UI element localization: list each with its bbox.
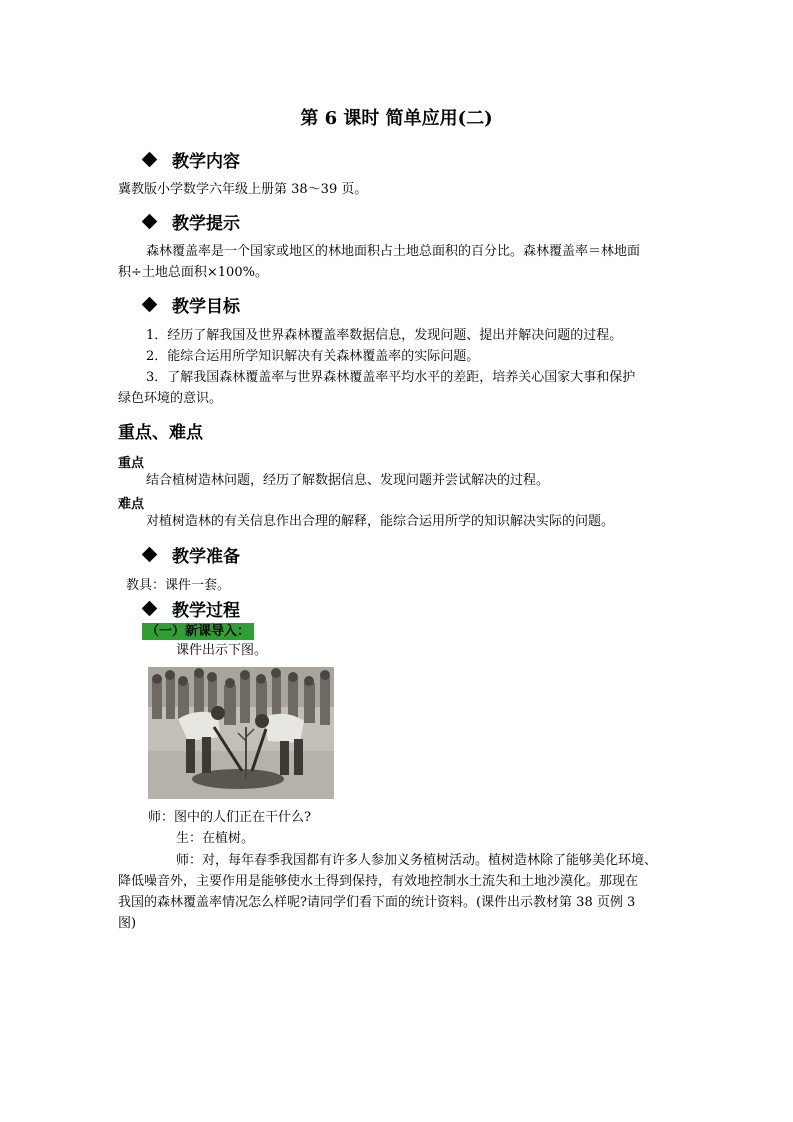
heading-label: 教学目标 [172, 297, 240, 317]
teacher-question: 师：图中的人们正在干什么? [148, 810, 311, 825]
heading-teaching-process [142, 596, 240, 621]
tree-planting-photo [148, 667, 334, 799]
heading-label: 教学提示 [172, 214, 240, 234]
diamond-bullet-icon [142, 297, 158, 313]
step-label-badge [142, 620, 254, 639]
heading-key-points: 重点、难点 [118, 423, 203, 443]
goal-item-1: 1．经历了解我国及世界森林覆盖率数据信息，发现问题、提出并解决问题的过程。 [146, 328, 623, 343]
key-text: 结合植树造林问题，经历了解数据信息、发现问题并尝试解决的过程。 [146, 473, 550, 488]
diamond-bullet-icon [142, 152, 158, 168]
goal-item-3-line-2: 绿色环境的意识。 [118, 391, 223, 406]
goal-item-2: 2．能综合运用所学知识解决有关森林覆盖率的实际问题。 [146, 349, 480, 364]
hint-line-2: 积÷土地总面积×100%。 [118, 265, 268, 280]
hint-line-1: 森林覆盖率是一个国家或地区的林地面积占土地总面积的百分比。森林覆盖率＝林地面 [146, 244, 641, 259]
teacher-line-3: 我国的森林覆盖率情况怎么样呢?请同学们看下面的统计资料。(课件出示教材第 38 页例 3 [118, 895, 636, 910]
heading-label: 教学过程 [172, 601, 240, 621]
diamond-bullet-icon [142, 547, 158, 563]
teacher-line-4: 图) [118, 916, 137, 931]
heading-teaching-content [142, 147, 240, 172]
show-text: 课件出示下图。 [176, 643, 268, 658]
goal-item-3-line-1: 3．了解我国森林覆盖率与世界森林覆盖率平均水平的差距，培养关心国家大事和保护 [146, 370, 636, 385]
key-label: 重点 [118, 456, 145, 471]
prep-text: 教具：课件一套。 [126, 578, 231, 593]
difficult-label: 难点 [118, 497, 145, 512]
heading-label: 教学内容 [172, 152, 240, 172]
heading-teaching-hint [142, 209, 240, 234]
student-answer: 生：在植树。 [176, 831, 255, 846]
step-label: （一）新课导入： [142, 623, 254, 640]
heading-label: 教学准备 [172, 547, 240, 567]
teacher-line-2: 降低噪音外，主要作用是能够使水土得到保持，有效地控制水土流失和土地沙漠化。那现在 [118, 874, 639, 889]
heading-teaching-goals [142, 292, 240, 317]
diamond-bullet-icon [142, 601, 158, 617]
difficult-text: 对植树造林的有关信息作出合理的解释，能综合运用所学的知识解决实际的问题。 [146, 514, 615, 529]
content-text: 冀教版小学数学六年级上册第 38～39 页。 [118, 182, 368, 197]
heading-teaching-prep [142, 542, 240, 567]
diamond-bullet-icon [142, 214, 158, 230]
page-title: 第 6 课时 简单应用(二) [300, 108, 493, 129]
teacher-line-1: 师：对，每年春季我国都有许多人参加义务植树活动。植树造林除了能够美化环境、 [176, 853, 658, 868]
